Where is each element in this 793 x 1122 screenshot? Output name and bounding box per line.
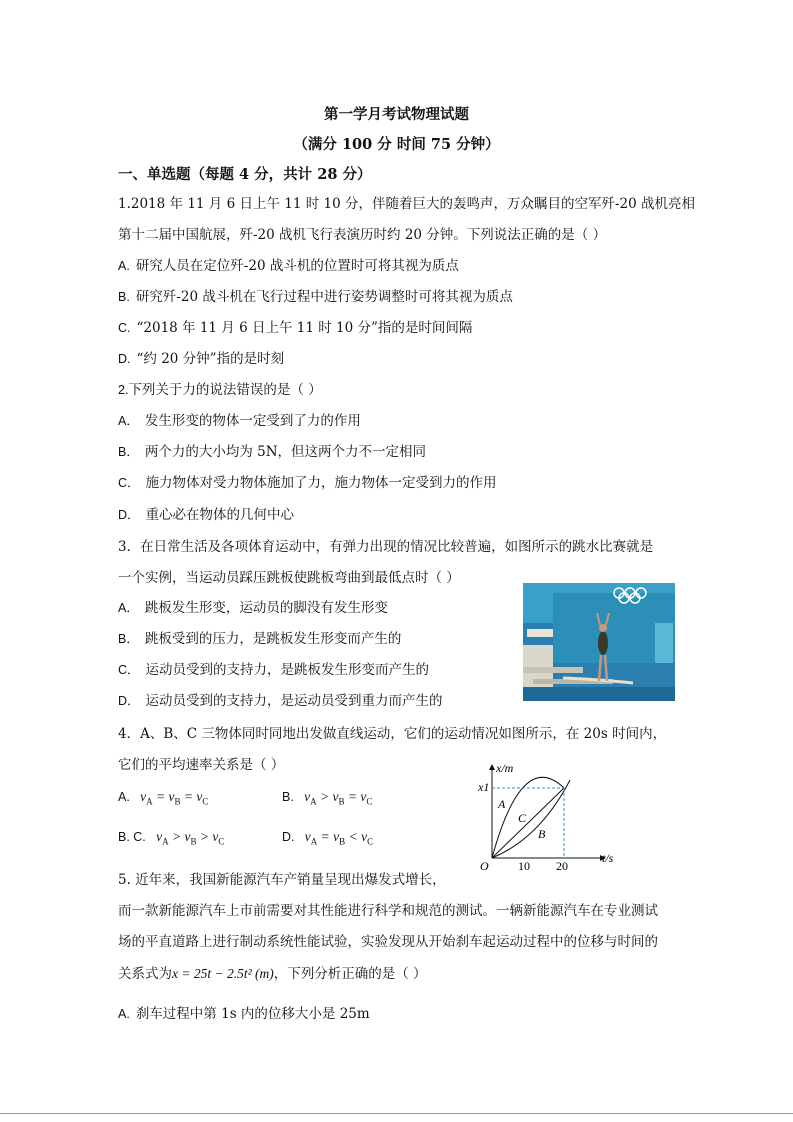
option-text: 两个力的大小均为 5N，但这两个力不一定相同 — [144, 444, 427, 460]
option-text: 跳板发生形变，运动员的脚没有发生形变 — [144, 600, 388, 616]
x-axis-label: t/s — [602, 851, 614, 865]
x-tick-label: 20 — [556, 859, 568, 873]
q2-stem-text: 下列关于力的说法错误的是（ ） — [128, 382, 322, 398]
q1-option-a — [118, 257, 459, 275]
q5-stem-line1: 5. 近年来，我国新能源汽车产销量呈现出爆发式增长， — [118, 872, 446, 888]
q3-option-a — [118, 599, 388, 617]
q4-option-a — [118, 788, 208, 811]
exam-title: 第一学月考试物理试题 — [324, 106, 469, 123]
y-axis-arrow — [489, 764, 495, 770]
option-text: 运动员受到的支持力，是运动员受到重力而产生的 — [145, 693, 443, 709]
curve-a — [492, 777, 564, 858]
exam-subtitle: （满分 100 分 时间 75 分钟） — [293, 136, 500, 153]
q4-stem-line2: 它们的平均速率关系是（ ） — [118, 757, 285, 773]
option-key: D． — [118, 694, 140, 708]
y-axis-label: x/m — [496, 761, 514, 775]
q3-stem-line2: 一个实例，当运动员踩压跳板使跳板弯曲到最低点时（ ） — [118, 570, 460, 586]
xt-graph — [470, 758, 630, 876]
option-text: 研究歼-20 战斗机在飞行过程中进行姿势调整时可将其视为质点 — [135, 289, 513, 305]
section-heading: 一、单选题（每题 4 分，共计 28 分） — [118, 166, 372, 183]
q3-option-b — [118, 630, 401, 648]
q2-option-d — [118, 506, 294, 524]
q5-stem-line2: 而一款新能源汽车上市前需要对其性能进行科学和规范的测试。一辆新能源汽车在专业测试 — [118, 903, 658, 919]
option-text: “2018 年 11 月 6 日上午 11 时 10 分”指的是时间间隔 — [136, 320, 473, 336]
diving-photo — [523, 583, 675, 701]
curve-label: A — [498, 797, 506, 811]
x-tick-label: 10 — [518, 859, 530, 873]
q2-option-b — [118, 443, 426, 461]
q5-stem-pre: 关系式为 — [118, 966, 172, 982]
q3-option-d — [118, 692, 443, 710]
q4-stem-line1: 4．A、B、C 三物体同时同地出发做直线运动，它们的运动情况如图所示，在 20s 时间内， — [118, 726, 667, 742]
option-key: B． — [118, 632, 139, 646]
option-text: “约 20 分钟”指的是时刻 — [136, 351, 285, 367]
option-key: A． — [118, 414, 139, 428]
option-key: A. — [118, 259, 130, 273]
option-text: 跳板受到的压力，是跳板发生形变而产生的 — [144, 631, 402, 647]
q5-option-a — [118, 1005, 370, 1023]
option-text: 刹车过程中第 1s 内的位移大小是 25m — [135, 1006, 370, 1022]
option-key: C. — [118, 321, 131, 335]
q1-option-c — [118, 319, 472, 337]
q3-option-c — [118, 661, 429, 679]
option-key: D． — [118, 508, 140, 522]
q5-stem-line3: 场的平直道路上进行制动系统性能试验，实验发现从开始刹车起运动过程中的位移与时间的 — [118, 934, 658, 950]
q1-option-b — [118, 288, 513, 306]
option-text: 发生形变的物体一定受到了力的作用 — [144, 413, 361, 429]
q5-stem-line4 — [118, 965, 427, 983]
option-text: 运动员受到的支持力，是跳板发生形变而产生的 — [145, 662, 430, 678]
q5-stem-post: ，下列分析正确的是（ ） — [273, 966, 427, 982]
option-key: C． — [118, 476, 140, 490]
q4-option-d — [282, 828, 373, 851]
option-text: 研究人员在定位歼-20 战斗机的位置时可将其视为质点 — [135, 258, 459, 274]
option-key: D. — [118, 352, 131, 366]
q4-option-b — [282, 788, 372, 811]
q4-option-c — [118, 828, 224, 851]
page-bottom-rule — [0, 1113, 793, 1114]
option-key: B. — [118, 290, 130, 304]
q2-option-a — [118, 412, 361, 430]
option-key: D. — [282, 830, 295, 844]
q1-option-d — [118, 350, 284, 368]
y-tick-label: x1 — [478, 780, 490, 794]
curve-label: B — [538, 827, 546, 841]
option-text: 施力物体对受力物体施加了力，施力物体一定受到力的作用 — [145, 475, 497, 491]
q2-option-c — [118, 474, 497, 492]
option-key: A. — [118, 1007, 130, 1021]
origin-label: O — [480, 859, 489, 873]
speed-relation: $v_A = v_B = v_C$ — [140, 789, 209, 807]
displacement-formula: x = 25t − 2.5t² (m) — [172, 966, 274, 981]
q1-stem-line1: 1.2018 年 11 月 6 日上午 11 时 10 分，伴随着巨大的轰鸣声，万众瞩目的空军歼-20 战机亮相 — [118, 196, 696, 212]
speed-relation: $v_A > v_B > v_C$ — [156, 829, 225, 847]
option-key: C． — [118, 663, 140, 677]
curve-label: C — [518, 811, 527, 825]
option-key: B. C. — [118, 830, 146, 844]
option-key: A． — [118, 601, 139, 615]
speed-relation: $v_A = v_B < v_C$ — [304, 829, 374, 847]
option-key: B． — [118, 445, 139, 459]
option-key: B. — [282, 790, 294, 804]
question-number: 2. — [118, 383, 129, 397]
option-key: A. — [118, 790, 130, 804]
option-text: 重心必在物体的几何中心 — [145, 507, 295, 523]
q3-stem-line1: 3．在日常生活及各项体育运动中，有弹力出现的情况比较普遍，如图所示的跳水比赛就是 — [118, 539, 654, 555]
speed-relation: $v_A > v_B = v_C$ — [304, 789, 373, 807]
q1-stem-line2: 第十二届中国航展，歼-20 战机飞行表演历时约 20 分钟。下列说法正确的是（ ） — [118, 227, 607, 243]
q2-stem — [118, 381, 322, 399]
